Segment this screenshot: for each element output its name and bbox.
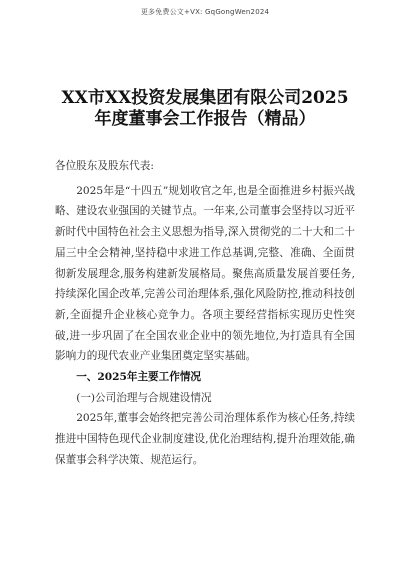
subsection-heading: (一)公司治理与合规建设情况 [76, 391, 212, 404]
intro-paragraph: 2025年是“十四五”规划收官之年,也是全面推进乡村振兴战略、建设农业强国的关键节点。一年来,公司董事会坚持以习近平新时代中国特色社会主义思想为指导,深入贯彻党的二十大和二十届三中全会精神,坚持稳中求进工作总基调,完整、准确、全面贯彻新发展理念,服务构建新发展格局。聚焦高质量发展首要任务,持续深化国企改革,完善公司治理体系,强化风险防控,推动科技创新,全面提升企业核心竞争力。各项主要经营指标实现历史性突破,进一步巩固了在全国农业企业中的领先地位,为打造具有全国影响力的现代农业产业集团奠定坚实基础。 [55, 184, 355, 363]
document-title [40, 88, 370, 130]
section-heading: 一、2025年主要工作情况 [76, 371, 202, 384]
salutation: 各位股东及股东代表: [55, 160, 154, 172]
subsection-paragraph: 2025年,董事会始终把完善公司治理体系作为核心任务,持续推进中国特色现代企业制度建设,优化治理结构,提升治理效能,确保董事会科学决策、规范运行。 [55, 412, 355, 466]
document-body [55, 156, 355, 471]
title-line-2: 年度董事会工作报告（精品） [94, 109, 316, 129]
header-note: 更多免费公文+VX: GqGongWen2024 [140, 8, 270, 16]
title-line-1: XX市XX投资发展集团有限公司2025 [61, 88, 349, 108]
